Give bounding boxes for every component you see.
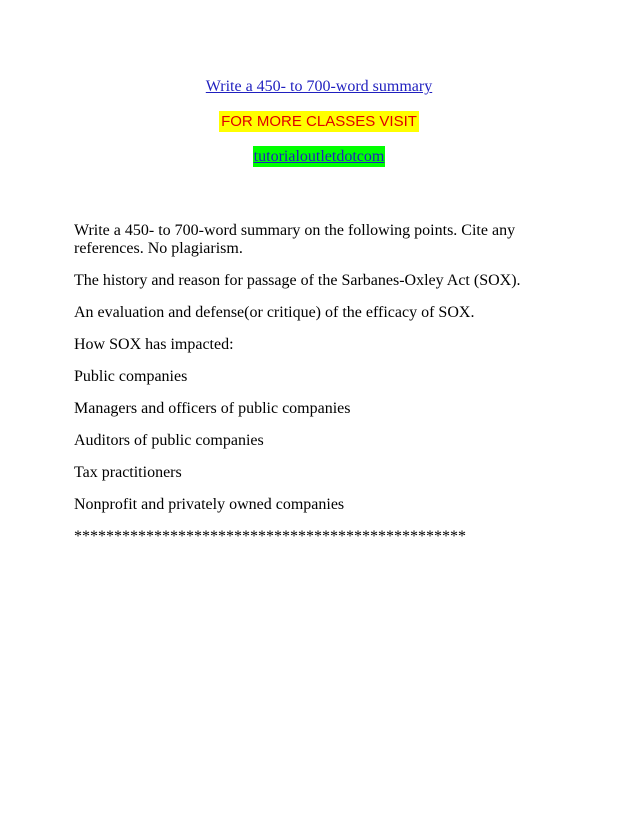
point-impact-heading: How SOX has impacted: [74, 336, 234, 353]
assignment-body [74, 222, 554, 560]
impact-managers-officers: Managers and officers of public companies [74, 400, 351, 417]
impact-nonprofit-private: Nonprofit and privately owned companies [74, 496, 345, 513]
assignment-intro: Write a 450- to 700-word summary on the following points. Cite any references. No plagiarism. [74, 222, 516, 257]
point-evaluation: An evaluation and defense(or critique) of the efficacy of SOX. [74, 304, 475, 321]
title-link-row [0, 77, 638, 97]
site-link-row [0, 146, 638, 167]
asterisk-divider: ************************************************* [74, 528, 466, 545]
tutorial-site-link[interactable]: tutorialoutletdotcom [253, 148, 385, 165]
promo-banner-text: FOR MORE CLASSES VISIT [221, 113, 417, 130]
summary-title-link[interactable]: Write a 450- to 700-word summary [205, 78, 433, 95]
impact-public-companies: Public companies [74, 368, 188, 385]
promo-row [0, 111, 638, 132]
impact-tax-practitioners: Tax practitioners [74, 464, 182, 481]
impact-auditors: Auditors of public companies [74, 432, 264, 449]
point-history: The history and reason for passage of the Sarbanes-Oxley Act (SOX). [74, 272, 521, 289]
